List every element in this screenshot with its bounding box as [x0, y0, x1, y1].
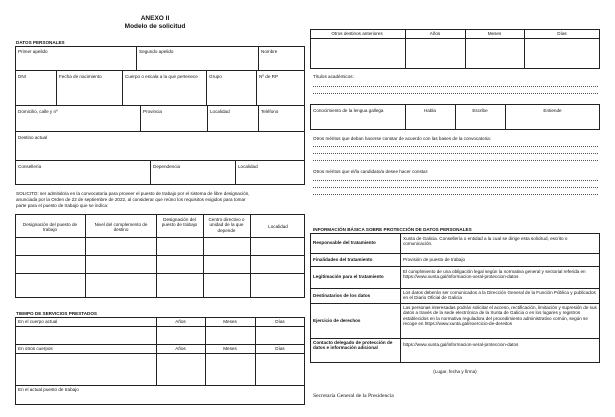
previous-days: Días	[557, 31, 567, 36]
protection-section-title: INFORMACIÓN BÁSICA SOBRE PROTECCIÓN DE DATOS PERSONALES	[313, 227, 472, 232]
name-label: Nombre	[261, 49, 278, 54]
protection-row-value: El cumplimiento de una obligación legal según la normativa general y sectorial referida en https://www.xunta.gal/informacion-xeral-proteccion-datos	[403, 269, 586, 280]
phone-label: Teléfono	[261, 109, 279, 114]
services-years-2: Años	[175, 346, 186, 351]
protection-row-value: Provisión de puesto de trabajo	[403, 257, 466, 262]
galician-write: Escribe	[472, 108, 488, 113]
corps-label: Cuerpo o escala a la que pertenece	[125, 74, 198, 79]
form-title: Modelo de solicitud	[124, 23, 186, 30]
services-current-post: En el actual puesto de trabajo	[18, 387, 79, 392]
services-months-2: Meses	[223, 346, 237, 351]
protection-row-value: https://www.xunta.gal/informacion-xeral-proteccion-datos	[403, 342, 519, 347]
ministry-label: Consellería	[18, 164, 42, 169]
place-date-signature: (Lugar, fecha y firma)	[433, 369, 477, 374]
current-post-label: Destino actual	[18, 135, 48, 140]
protection-row-value: Los datos deberán ser comunicados a la Dirección General de la Función Pública y publicados en el Diario Oficial de Galicia	[403, 290, 596, 301]
protection-row-value: Xunta de Galicia. Consellería o entidad a la cual se dirige esta solicitud, escrito o comunicación.	[403, 236, 568, 247]
galician-label: Conocimiento de la lengua gallega	[313, 108, 384, 113]
request-line-1: SOLICITO: ser admitido/a en la convocatoria para proveer el puesto de trabajo por el sistema de libre designación,	[16, 191, 250, 196]
services-days-2: Días	[275, 346, 285, 351]
services-days-1: Días	[275, 319, 285, 324]
address-label: Domicilio, calle y nº	[18, 109, 58, 114]
group-label: Grupo	[209, 74, 222, 79]
protection-row-label: Destinatarios de los datos	[313, 293, 371, 298]
personal-section-title: DATOS PERSONALES	[16, 40, 65, 45]
second-surname-label: Segundo apelido	[139, 49, 174, 54]
request-line-3: parte para el puesto de trabajo que se indica:	[16, 203, 109, 208]
protection-row-label: Ejercicio de derechos	[313, 318, 361, 323]
province-label: Provincia	[143, 109, 162, 114]
merits-other-label: Otros méritos que el/la candidato/a desee hacer constar:	[313, 169, 429, 174]
protection-row-label: Contacto delegado de protección de datos e información adicional	[313, 340, 393, 351]
services-years-1: Años	[175, 319, 186, 324]
posts-header-level: Nivel del complemento de destino	[94, 222, 148, 233]
rp-label: Nº de RP	[259, 74, 279, 79]
unit-label: Dependencia	[153, 164, 181, 169]
protection-row-label: Finalidades del tratamiento	[313, 257, 373, 262]
previous-years: Años	[429, 31, 441, 36]
previous-destinations-label: Otros destinos anteriores	[331, 31, 383, 36]
galician-understand: Entiende	[543, 108, 562, 113]
previous-months: Meses	[487, 31, 502, 36]
dni-label: DNI	[18, 74, 26, 79]
protection-row-label: Responsable del tratamiento	[313, 240, 376, 245]
posts-header-locality: Localidad	[268, 224, 288, 229]
first-surname-label: Primer apelido	[18, 49, 48, 54]
birth-date-label: Fecha de nacimiento	[59, 74, 102, 79]
academic-titles-label: Títulos académicos:	[313, 74, 354, 79]
annex-label: ANEXO II	[140, 15, 170, 22]
merits-bases-label: Otros méritos que deban hacerse constar de acuerdo con las bases de la convocatoria:	[313, 136, 491, 141]
footer-secretariat: Secretaría General de la Presidencia	[313, 393, 394, 399]
request-line-2: anunciada por la Orden de 22 de septiembre de 2022, al considerar que reúno los requisitos exigidos para tomar	[16, 197, 246, 202]
posts-header-designation: Designación del puesto de trabajo	[22, 222, 78, 233]
services-other-corps: En otros cuerpos	[18, 346, 53, 351]
posts-header-designation-2: Designación del puesto de trabajo	[161, 217, 198, 228]
services-section-title: TIEMPO DE SERVICIOS PRESTADOS	[16, 311, 98, 316]
locality2-label: Localidad	[238, 164, 258, 169]
services-months-1: Meses	[223, 319, 237, 324]
locality-label: Localidad	[210, 109, 230, 114]
services-current-corps: En el cuerpo actual	[18, 319, 58, 324]
protection-row-label: Legitimación para el tratamiento	[313, 274, 384, 279]
galician-speak: Habla	[423, 108, 436, 113]
protection-row-value: Las personas interesadas podrán solicitar el acceso, rectificación, limitación y supresión de sus datos a través de la sede electrónica de la Xunta de Galicia o en los lugares y registros establecidos en la normativa reguladora del procedimiento administrativo común, según se recoge en https://www.xunta.gal/exercicio-de-dereitos	[403, 305, 597, 327]
posts-header-center: Centro directivo o unidad de la que depende	[208, 217, 245, 233]
